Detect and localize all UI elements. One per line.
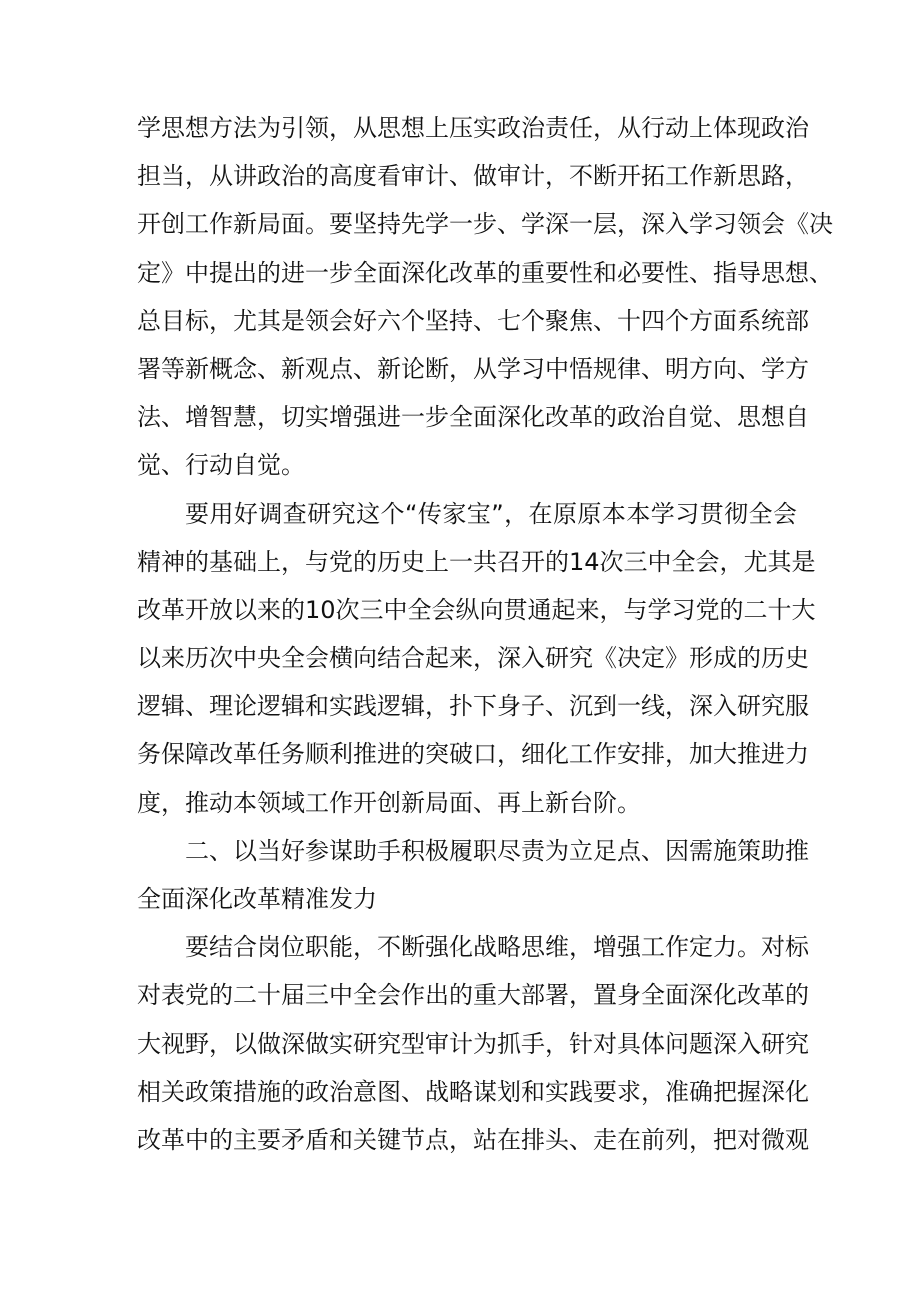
text-line: 改革中的主要矛盾和关键节点，站在排头、走在前列，把对微观: [137, 1125, 809, 1154]
text-line: 担当，从讲政治的高度看审计、做审计，不断开拓工作新思路，: [137, 162, 809, 191]
text-line: 逻辑、理论逻辑和实践逻辑，扑下身子、沉到一线，深入研究服: [137, 692, 809, 721]
text-line: 度，推动本领域工作开创新局面、再上新台阶。: [137, 788, 641, 817]
text-line: 总目标，尤其是领会好六个坚持、七个聚焦、十四个方面系统部: [137, 306, 809, 335]
text-line: 以来历次中央全会横向结合起来，深入研究《决定》形成的历史: [137, 644, 809, 673]
text-line: 大视野，以做深做实研究型审计为抓手，针对具体问题深入研究: [137, 1029, 809, 1058]
text-line: 法、增智慧，切实增强进一步全面深化改革的政治自觉、思想自: [137, 403, 809, 432]
text-line: 觉、行动自觉。: [137, 451, 305, 480]
text-line: 务保障改革任务顺利推进的突破口，细化工作安排，加大推进力: [137, 740, 809, 769]
text-line: 署等新概念、新观点、新论断，从学习中悟规律、明方向、学方: [137, 354, 809, 383]
text-line: 定》中提出的进一步全面深化改革的重要性和必要性、指导思想、: [137, 258, 833, 287]
section-heading-line: 全面深化改革精准发力: [137, 885, 377, 913]
section-heading-line: 二、以当好参谋助手积极履职尽责为立足点、因需施策助推: [185, 836, 809, 865]
text-line: 精神的基础上，与党的历史上一共召开的14次三中全会，尤其是: [137, 547, 816, 576]
paragraph-start-line: 要用好调查研究这个“传家宝”，在原原本本学习贯彻全会: [185, 499, 797, 528]
text-line: 改革开放以来的10次三中全会纵向贯通起来，与学习党的二十大: [137, 595, 816, 624]
paragraph-start-line: 要结合岗位职能，不断强化战略思维，增强工作定力。对标: [185, 933, 809, 962]
text-line: 对表党的二十届三中全会作出的重大部署，置身全面深化改革的: [137, 981, 809, 1010]
body-text: [137, 104, 833, 1164]
text-line: 学思想方法为引领，从思想上压实政治责任，从行动上体现政治: [137, 114, 809, 142]
text-line: 相关政策措施的政治意图、战略谋划和实践要求，准确把握深化: [137, 1077, 809, 1106]
text-line: 开创工作新局面。要坚持先学一步、学深一层，深入学习领会《决: [137, 210, 833, 239]
